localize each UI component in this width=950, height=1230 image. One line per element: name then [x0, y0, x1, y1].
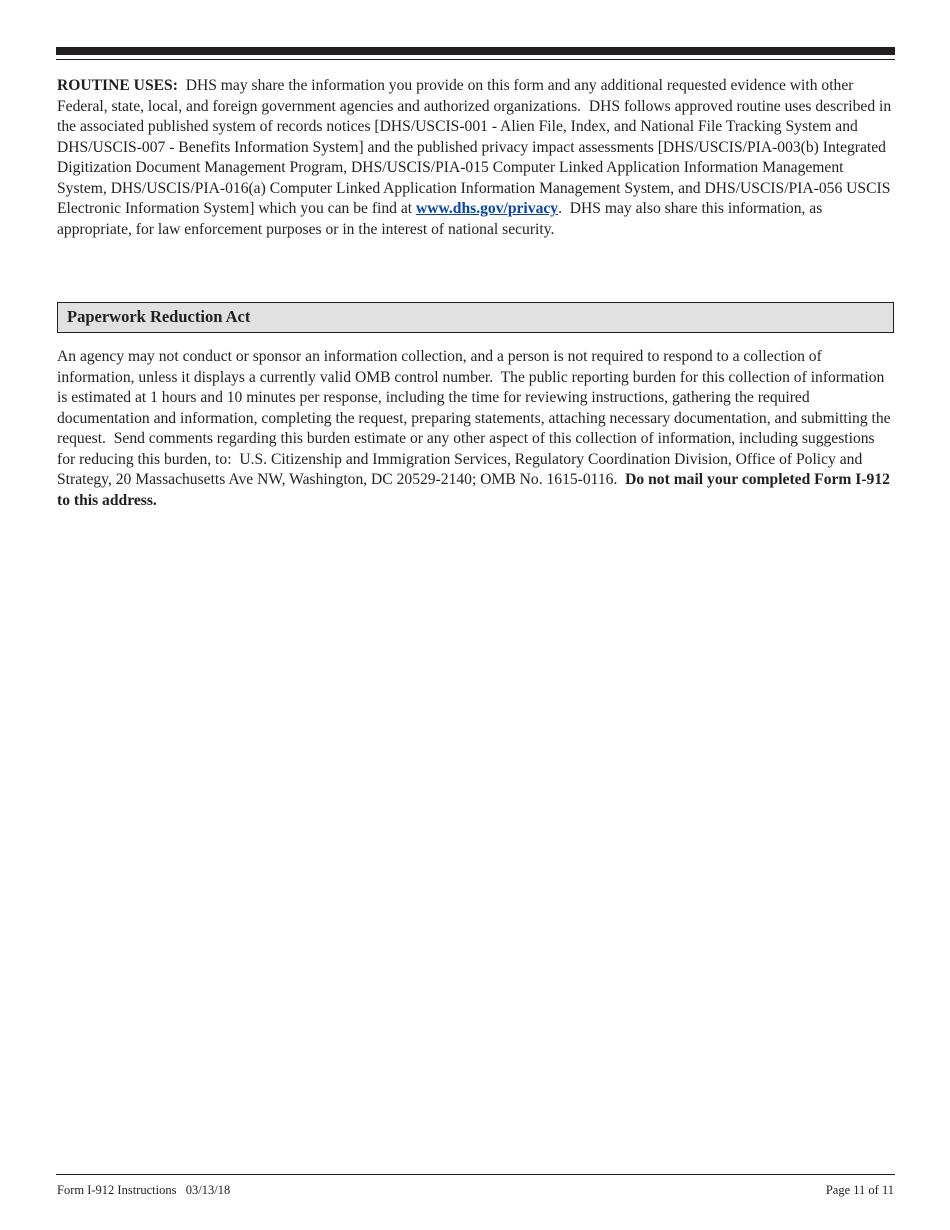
routine-uses-text: DHS may share the information you provide on this form and any additional requested evidence with other Federal, state, local, and foreign government agencies and authorized organizations. DHS follows approved routine uses described in the associated published system of records notices [DHS/USCIS-001 - Alien File, Index, and National File Tracking System and DHS/USCIS-007 - Benefits Information System] and the published privacy impact assessments [DHS/USCIS/PIA-003(b) Integrated Digitization Document Management Program, DHS/USCIS/PIA-015 Computer Linked Application Information Management System, DHS/USCIS/PIA-016(a) Computer Linked Application Information Management System, and DHS/USCIS/PIA-056 USCIS Electronic Information System] which you can be find at [57, 77, 896, 217]
routine-uses-label: ROUTINE USES: [57, 77, 178, 94]
header-thin-rule [56, 59, 895, 60]
section-title: Paperwork Reduction Act [67, 307, 251, 326]
footer-page-number: Page 11 of 11 [825, 1183, 894, 1197]
paperwork-text: An agency may not conduct or sponsor an information collection, and a person is not required to respond to a collection of information, unless it displays a currently valid OMB control number. The public reporting burden for this collection of information is estimated at 1 hours and 10 minutes per response, including the time for reviewing instructions, gathering the required documentation and information, completing the request, preparing statements, attaching necessary documentation, and submitting the request. Send comments regarding this burden estimate or any other aspect of this collection of information, including suggestions for reducing this burden, to: U.S. Citizenship and Immigration Services, Regulatory Coordination Division, Office of Policy and Strategy, 20 Massachusetts Ave NW, Washington, DC 20529-2140; OMB No. 1615-0116. [57, 348, 895, 488]
do-not-mail-notice: Do not mail your completed Form I-912 to this address. [57, 471, 890, 509]
privacy-link[interactable]: www.dhs.gov/privacy [415, 200, 559, 217]
routine-uses-paragraph [57, 76, 895, 240]
header-thick-rule [56, 47, 895, 55]
routine-uses-text-end: . DHS may also share this information, as appropriate, for law enforcement purposes or in the interest of national security. [57, 200, 827, 238]
paperwork-section-header [57, 302, 894, 333]
paperwork-paragraph [57, 347, 895, 511]
footer-form-info: Form I-912 Instructions 03/13/18 [57, 1183, 231, 1197]
footer-rule [56, 1174, 895, 1175]
